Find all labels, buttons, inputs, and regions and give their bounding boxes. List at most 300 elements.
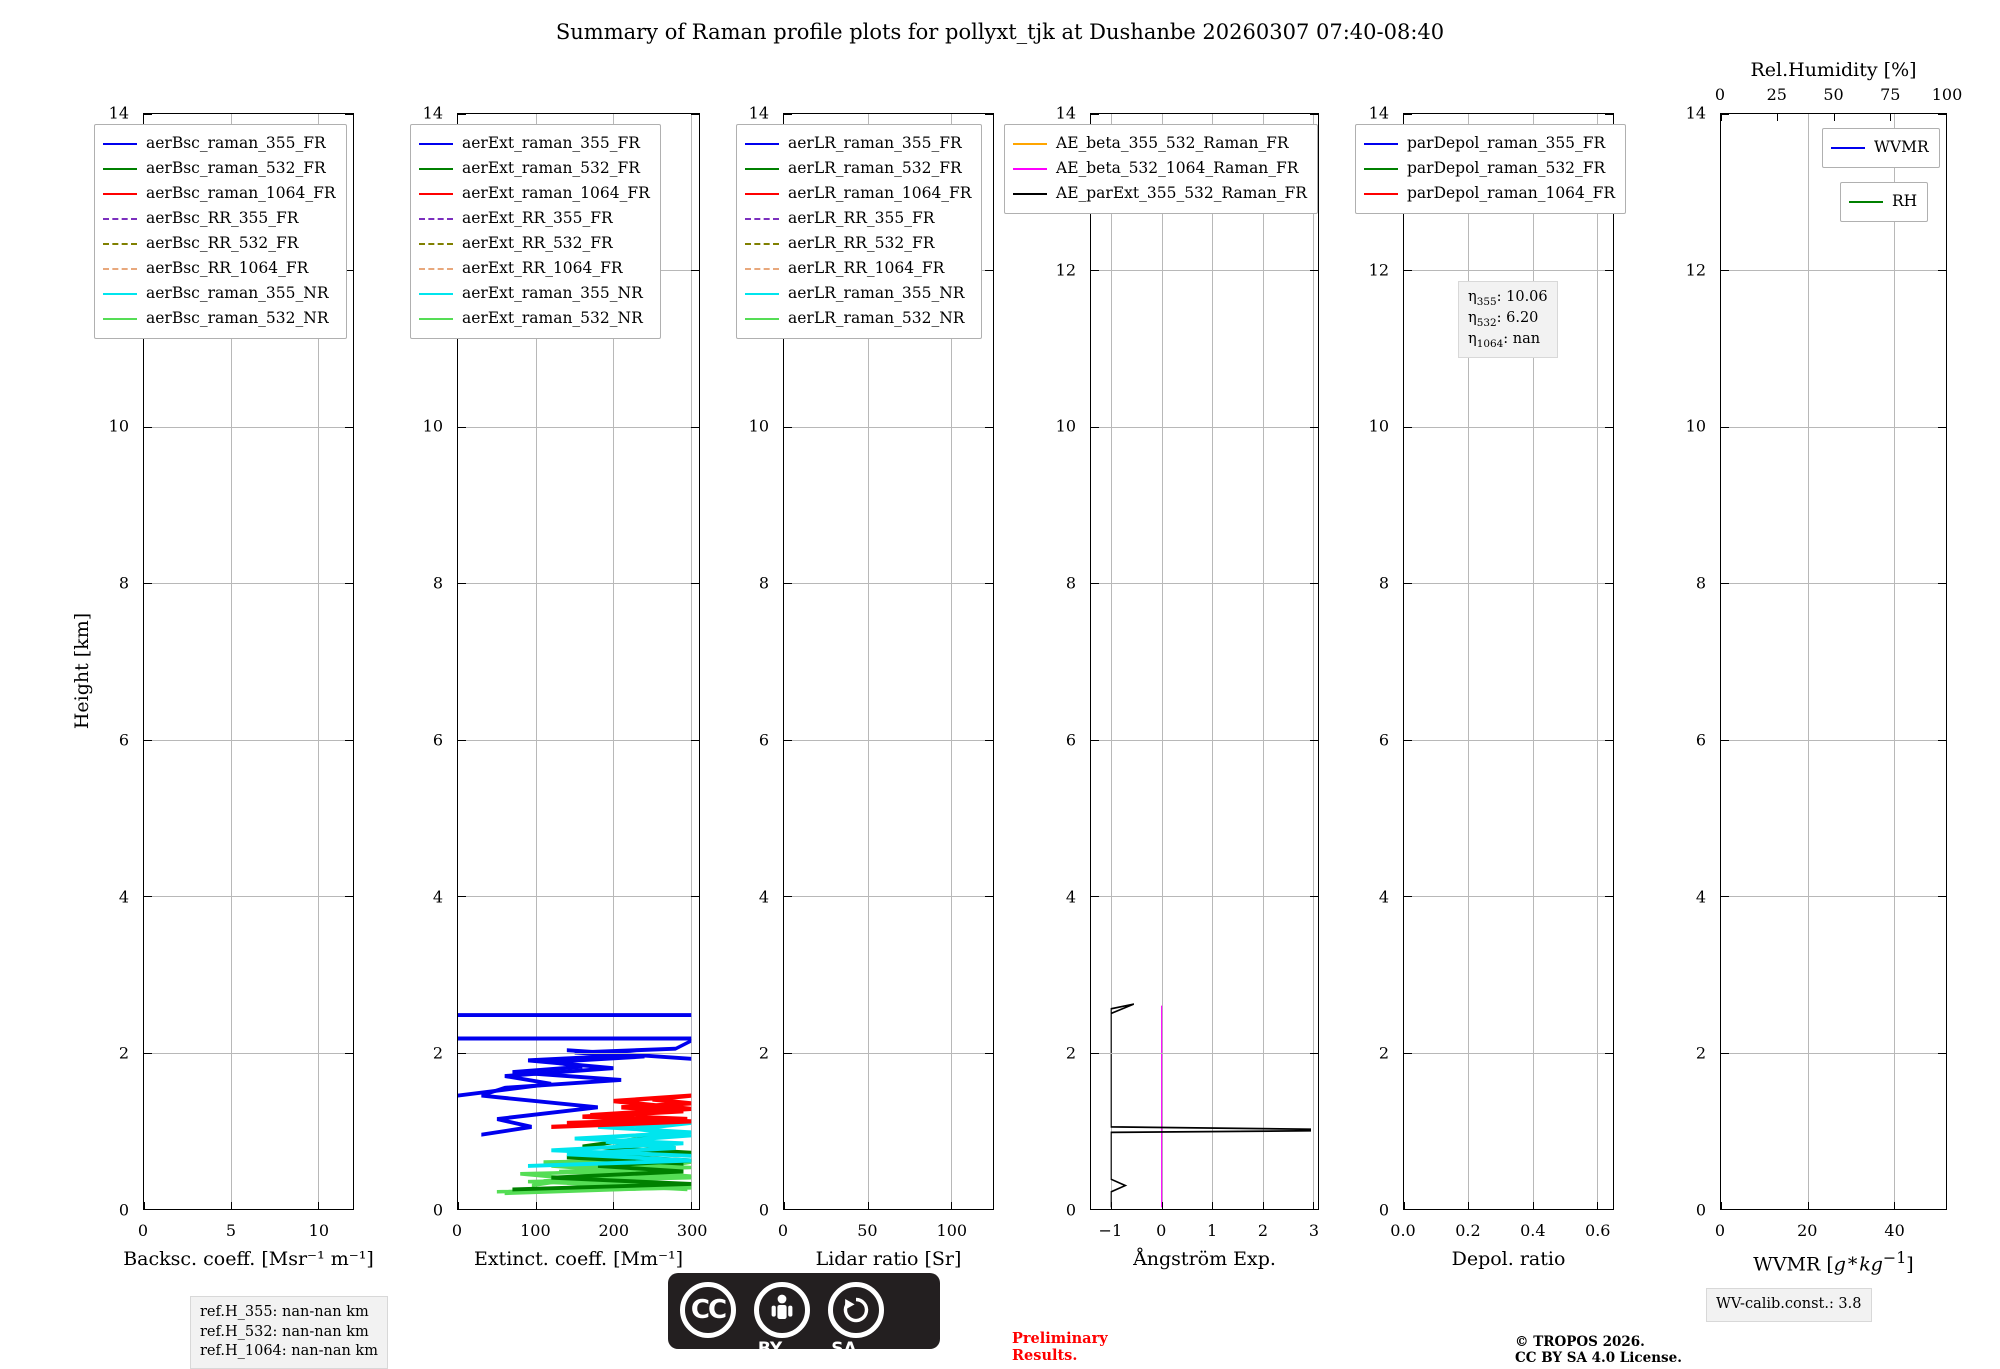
y-tick-label: 10 [1055,416,1076,436]
x-tick [144,1202,145,1209]
y-tick-label: 10 [748,416,769,436]
y-tick-label: 2 [1695,1043,1706,1063]
legend-swatch-icon [745,168,779,170]
legend-item[interactable] [1013,156,1307,181]
y-tick [144,1053,152,1054]
x-axis-title-depolarization: Depol. ratio [1451,1248,1566,1270]
legend-item-label: aerExt_raman_532_NR [462,308,643,327]
gridline-horizontal [1721,1053,1946,1054]
gridline-horizontal [1721,427,1946,428]
y-tick [458,583,466,584]
legend-swatch-icon [1013,143,1047,145]
y-tick-label: 14 [1368,103,1389,123]
x-tick [1263,1202,1264,1209]
legend-item[interactable] [419,181,650,206]
y-tick-label: 8 [1695,573,1706,593]
legend-swatch-icon [103,268,137,270]
gridline-horizontal [784,740,993,741]
panel-wvmr [1685,59,1963,1276]
legend-swatch-icon [419,318,453,320]
person-icon [754,1282,810,1338]
ref-h-355: ref.H_355: nan-nan km [200,1304,369,1320]
y-tick [784,114,792,115]
y-tick [458,1209,466,1210]
y-tick [1605,583,1613,584]
legend-swatch-icon [745,193,779,195]
y-tick [784,427,792,428]
y-tick [1721,1209,1729,1210]
eta-annotation-box [1458,281,1558,358]
legend-item-label: aerLR_raman_355_NR [788,283,965,302]
gridline-horizontal [458,583,699,584]
line-aerExt-raman-355-FR-b [458,1015,691,1038]
x-tick-label-top: 100 [1931,85,1963,104]
y-tick [1404,740,1412,741]
gridline-horizontal [1404,1053,1613,1054]
legend-swatch-icon [745,318,779,320]
tropos-credit [1515,1334,1682,1366]
legend-swatch-icon [419,218,453,220]
y-tick [1605,896,1613,897]
legend-item-label: aerExt_raman_355_NR [462,283,643,302]
y-tick [144,427,152,428]
cc-license-badge[interactable] [668,1273,940,1359]
series-depolarization [1404,114,1616,1209]
legend-item[interactable] [745,306,971,331]
y-tick [458,896,466,897]
legend-item[interactable] [419,206,650,231]
y-tick [144,583,152,584]
y-tick [691,427,699,428]
y-tick [1938,583,1946,584]
legend-item[interactable] [419,256,650,281]
legend-item[interactable] [1364,131,1615,156]
x-tick-top [1777,114,1778,121]
legend-item[interactable] [103,306,336,331]
x-tick-label: 5 [225,1221,236,1240]
x-axis-title-lidar-ratio: Lidar ratio [Sr] [815,1248,962,1270]
y-tick-label: 10 [1685,416,1706,436]
eta-532-sub: 532 [1476,316,1497,329]
y-tick [1404,114,1412,115]
y-tick [1605,427,1613,428]
legend-swatch-icon [103,143,137,145]
legend-item-label: AE_beta_355_532_Raman_FR [1056,133,1289,152]
y-tick [1938,427,1946,428]
y-tick [1938,114,1946,115]
y-tick [1310,114,1318,115]
gridline-horizontal [1721,270,1946,271]
x-tick-label: 40 [1884,1221,1905,1240]
legend-item[interactable] [103,131,336,156]
y-tick [1605,740,1613,741]
legend-item[interactable] [419,281,650,306]
y-tick-label: 10 [422,416,443,436]
credit-line2: CC BY SA 4.0 License. [1515,1350,1682,1367]
gridline-horizontal [784,427,993,428]
y-tick [691,896,699,897]
gridline-horizontal [1091,1053,1318,1054]
y-tick-label: 4 [118,887,129,907]
gridline-horizontal [1404,740,1613,741]
y-tick [784,740,792,741]
y-tick-label: 2 [1065,1043,1076,1063]
legend-item[interactable] [103,231,336,256]
legend-item-label: parDepol_raman_355_FR [1407,133,1606,152]
legend-item-label: aerBsc_RR_355_FR [146,208,299,227]
y-tick [1404,896,1412,897]
y-tick [1938,896,1946,897]
gridline-horizontal [1091,270,1318,271]
x-tick [1894,1202,1895,1209]
legend-item-label: aerExt_RR_1064_FR [462,258,623,277]
legend-item[interactable] [103,256,336,281]
legend-item[interactable] [1013,181,1307,206]
y-tick [1721,427,1729,428]
legend-swatch-icon [419,293,453,295]
y-tick-label: 14 [748,103,769,123]
legend-swatch-icon [1013,168,1047,170]
gridline-horizontal [458,896,699,897]
y-tick [345,896,353,897]
legend-item[interactable] [1849,189,1917,214]
x-tick-label: 0.2 [1455,1221,1481,1240]
x-tick-label: 20 [1797,1221,1818,1240]
x-tick-label: −1 [1098,1221,1123,1240]
legend-item[interactable] [1013,131,1307,156]
x-tick-label-top: 25 [1766,85,1787,104]
y-tick [345,740,353,741]
legend-item[interactable] [1364,156,1615,181]
legend-item[interactable] [419,306,650,331]
x-tick-label-top: 75 [1880,85,1901,104]
gridline-horizontal [1091,740,1318,741]
cc-by-label: BY [757,1339,783,1359]
legend-item-label: aerBsc_raman_532_FR [146,158,326,177]
legend-item[interactable] [745,181,971,206]
legend-item[interactable] [745,206,971,231]
legend-swatch-icon [745,243,779,245]
x-tick-label: 0 [1156,1221,1167,1240]
y-tick-label: 0 [432,1200,443,1220]
y-tick-label: 0 [1378,1200,1389,1220]
y-tick-label: 10 [108,416,129,436]
legend-item[interactable] [103,281,336,306]
y-tick [1721,896,1729,897]
legend-item[interactable] [745,231,971,256]
y-tick-label: 4 [758,887,769,907]
legend-item-label: parDepol_raman_1064_FR [1407,183,1616,202]
y-tick [1404,583,1412,584]
y-tick-label: 0 [758,1200,769,1220]
x-tick-label: 100 [936,1221,968,1240]
legend-item[interactable] [103,156,336,181]
y-tick-label: 6 [1065,730,1076,750]
y-tick-label: 8 [1065,573,1076,593]
legend-swatch-icon [745,218,779,220]
x-tick [868,1202,869,1209]
legend-item-label: parDepol_raman_532_FR [1407,158,1606,177]
legend-backscatter [94,124,347,339]
legend-rh [1840,182,1928,222]
eta-355-label: $\eta_{355}$: [1468,289,1502,308]
y-tick [691,114,699,115]
x-tick [951,1202,952,1209]
gridline-horizontal [784,896,993,897]
x-tick [1533,1202,1534,1209]
x-tick-top [1890,114,1891,121]
y-tick [1605,1209,1613,1210]
gridline-horizontal [1404,583,1613,584]
x-tick [1212,1202,1213,1209]
gridline-horizontal [1404,427,1613,428]
eta-355-row [1468,288,1548,309]
y-tick-label: 4 [432,887,443,907]
legend-item-label: aerExt_RR_355_FR [462,208,613,227]
legend-item[interactable] [745,281,971,306]
gridline-horizontal [144,427,353,428]
plot-area-angstrom[interactable] [1090,113,1319,1210]
y-tick [1404,270,1412,271]
y-tick [985,114,993,115]
legend-item-label: aerBsc_RR_532_FR [146,233,299,252]
gridline-horizontal [144,1053,353,1054]
legend-item[interactable] [745,131,971,156]
legend-angstrom [1004,124,1318,214]
y-tick-label: 2 [758,1043,769,1063]
gridline-horizontal [144,896,353,897]
legend-item-label: aerLR_RR_355_FR [788,208,935,227]
y-tick-label: 6 [432,730,443,750]
y-tick [345,583,353,584]
x-tick-label: 0 [137,1221,149,1240]
y-tick-label: 12 [1685,260,1706,280]
x-tick [1162,1202,1163,1209]
y-tick [1605,114,1613,115]
x-axis-title-extinction: Extinct. coeff. [Mm⁻¹] [473,1248,684,1270]
legend-item[interactable] [103,206,336,231]
eta-1064-value: nan [1512,330,1541,347]
x-tick-label: 0.6 [1585,1221,1611,1240]
legend-swatch-icon [1364,168,1398,170]
legend-item[interactable] [419,231,650,256]
y-axis-title: Height [km] [71,612,93,730]
page-title: Summary of Raman profile plots for pollyxt_tjk at Dushanbe 20260307 07:40-08:40 [555,20,1445,44]
eta-1064-row [1468,330,1548,351]
legend-item-label: aerBsc_RR_1064_FR [146,258,309,277]
legend-swatch-icon [103,193,137,195]
y-tick [985,427,993,428]
legend-item-label: aerLR_raman_1064_FR [788,183,972,202]
x-tick [1721,1202,1722,1209]
x-tick [231,1202,232,1209]
y-tick [1091,740,1099,741]
y-tick [1721,583,1729,584]
x-tick-label: 0.0 [1390,1221,1416,1240]
y-tick-label: 8 [758,573,769,593]
y-tick [784,1053,792,1054]
y-tick [1721,270,1729,271]
gridline-horizontal [1721,583,1946,584]
y-tick-label: 6 [1695,730,1706,750]
y-tick-label: 6 [118,730,129,750]
gridline-horizontal [1091,427,1318,428]
y-tick-label: 4 [1695,887,1706,907]
y-tick-label: 2 [118,1043,129,1063]
y-tick [1091,896,1099,897]
cc-sa-label: SA [831,1339,857,1359]
plot-area-wvmr[interactable] [1720,113,1947,1210]
legend-item[interactable] [419,131,650,156]
legend-item-label: aerLR_raman_532_FR [788,158,962,177]
x-tick-label: 200 [598,1221,630,1240]
x-tick-label: 0 [1714,1221,1726,1240]
reference-heights-box [190,1296,388,1369]
x-tick-label-top: 50 [1823,85,1844,104]
y-tick [1091,583,1099,584]
legend-item[interactable] [419,156,650,181]
plot-area-depolarization[interactable] [1403,113,1614,1210]
legend-item-label: aerBsc_raman_355_FR [146,133,326,152]
x-axis-title-backscatter: Backsc. coeff. [Msr⁻¹ m⁻¹] [123,1248,374,1270]
x-axis-title-rh: Rel.Humidity [%] [1750,59,1917,81]
gridline-horizontal [144,740,353,741]
x-tick-label: 300 [676,1221,708,1240]
legend-item-label: aerExt_raman_532_FR [462,158,640,177]
eta-1064-label: $\eta_{1064}$: [1468,330,1509,350]
y-tick-label: 2 [1378,1043,1389,1063]
y-tick [1721,740,1729,741]
y-tick-label: 4 [1065,887,1076,907]
legend-item[interactable] [745,256,971,281]
ref-h-532: ref.H_532: nan-nan km [200,1323,369,1340]
y-tick [691,1053,699,1054]
eta-532-label: $\eta_{532}$: [1468,309,1502,329]
x-tick-label: 100 [520,1221,551,1240]
gridline-horizontal [784,583,993,584]
legend-item-label: aerLR_RR_532_FR [788,233,935,252]
legend-swatch-icon [1849,201,1883,203]
y-tick [458,740,466,741]
legend-swatch-icon [1831,147,1865,149]
y-tick [1091,270,1099,271]
x-tick [613,1202,614,1209]
gridline-horizontal [1404,270,1613,271]
y-tick [1605,1053,1613,1054]
line-AE-parExt-355-532-Raman-FR [1111,1004,1310,1207]
y-tick-label: 2 [432,1043,443,1063]
legend-item[interactable] [1364,181,1615,206]
x-tick-label: 0 [777,1221,789,1240]
y-tick [1310,427,1318,428]
y-tick [1938,740,1946,741]
preliminary-line2: Results. [1012,1347,1078,1365]
y-tick [1310,583,1318,584]
y-tick [691,1209,699,1210]
y-tick-label: 0 [1065,1200,1076,1220]
y-tick [1938,1053,1946,1054]
y-tick [1310,1209,1318,1210]
x-tick [784,1202,785,1209]
y-tick [985,1209,993,1210]
legend-item[interactable] [745,156,971,181]
legend-item-label: aerBsc_raman_355_NR [146,283,329,302]
legend-swatch-icon [1364,143,1398,145]
credit-line1: © TROPOS 2026. [1515,1334,1645,1350]
legend-swatch-icon [103,168,137,170]
legend-item-label: AE_beta_532_1064_Raman_FR [1056,158,1299,177]
legend-extinction [410,124,661,339]
y-tick-label: 12 [1368,260,1389,280]
y-tick-label: 6 [1378,730,1389,750]
y-tick [144,114,152,115]
legend-swatch-icon [103,318,137,320]
eta-355-value: 10.06 [1506,289,1548,305]
y-tick [691,740,699,741]
y-tick [458,427,466,428]
y-tick [1404,1209,1412,1210]
legend-swatch-icon [103,218,137,220]
legend-swatch-icon [745,293,779,295]
legend-item[interactable] [103,181,336,206]
x-tick-label: 1 [1207,1221,1218,1240]
x-tick-top [1946,114,1947,121]
y-tick-label: 8 [118,573,129,593]
legend-item-label: aerBsc_raman_532_NR [146,308,329,327]
legend-item-label: aerBsc_raman_1064_FR [146,183,336,202]
y-tick [985,583,993,584]
y-tick [1721,1053,1729,1054]
gridline-horizontal [784,1053,993,1054]
y-tick [985,1053,993,1054]
legend-swatch-icon [1364,193,1398,195]
x-tick-label: 50 [857,1221,878,1240]
x-tick [1404,1202,1405,1209]
series-angstrom [1091,114,1318,1209]
legend-swatch-icon [103,293,137,295]
y-tick [345,427,353,428]
legend-swatch-icon [419,193,453,195]
legend-swatch-icon [1013,193,1047,195]
y-tick [1091,427,1099,428]
x-tick [1111,1202,1112,1209]
y-tick-label: 14 [1685,103,1706,123]
y-tick [1310,1053,1318,1054]
x-axis-title-wvmr: WVMR [g * $kg^{-1}$] [1753,1248,1914,1276]
y-tick-label: 14 [108,103,129,123]
x-tick [536,1202,537,1209]
legend-item-label: aerLR_raman_532_NR [788,308,965,327]
y-tick [1091,1209,1099,1210]
legend-swatch-icon [745,143,779,145]
legend-item-label: RH [1892,191,1918,210]
y-tick [458,1053,466,1054]
y-tick [1310,270,1318,271]
x-tick-top [1834,114,1835,121]
y-tick [345,1053,353,1054]
legend-item[interactable] [1831,135,1929,160]
gridline-horizontal [1404,896,1613,897]
gridline-horizontal [1091,896,1318,897]
y-tick-label: 14 [1055,103,1076,123]
x-tick [1468,1202,1469,1209]
y-tick [1605,270,1613,271]
y-tick-label: 12 [1055,260,1076,280]
y-tick [691,583,699,584]
legend-item-label: aerExt_RR_532_FR [462,233,613,252]
legend-swatch-icon [745,268,779,270]
y-tick [345,114,353,115]
